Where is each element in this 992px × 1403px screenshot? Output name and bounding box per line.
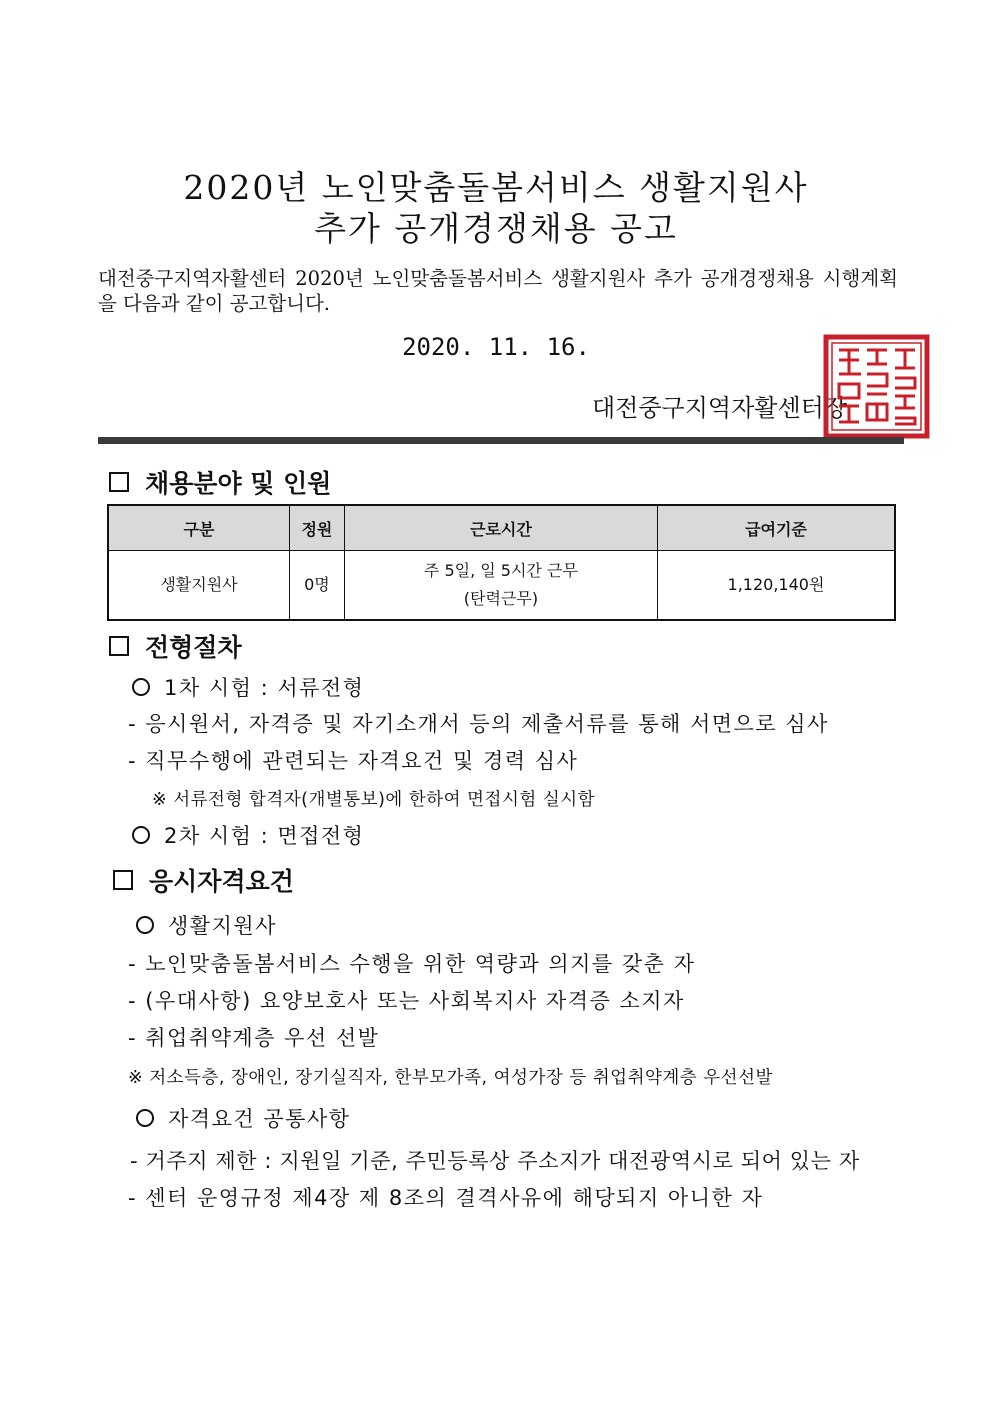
list-item: - 직무수행에 관련되는 자격요건 및 경력 심사 bbox=[128, 749, 579, 773]
list-item: - 응시원서, 자격증 및 자기소개서 등의 제출서류를 통해 서면으로 심사 bbox=[128, 712, 829, 736]
list-item: - (우대사항) 요양보호사 또는 사회복지사 자격증 소지자 bbox=[128, 989, 685, 1013]
list-item: - 취업취약계층 우선 선발 bbox=[128, 1026, 380, 1050]
hours-line1: 주 5일, 일 5시간 근무 bbox=[423, 561, 578, 580]
circle-bullet-icon bbox=[136, 1109, 154, 1127]
intro-paragraph: 대전중구지역자활센터 2020년 노인맞춤돌봄서비스 생활지원사 추가 공개경쟁채용 시행계획을 다음과 같이 공고합니다. bbox=[98, 267, 898, 315]
list-item: - 센터 운영규정 제4장 제 8조의 결격사유에 해당되지 아니한 자 bbox=[128, 1186, 764, 1210]
note-text: ※ 저소득층, 장애인, 장기실직자, 한부모가족, 여성가장 등 취업취약계층 우선선발 bbox=[128, 1068, 773, 1088]
sub2-text: 자격요건 공통사항 bbox=[168, 1107, 351, 1131]
checkbox-square-icon bbox=[109, 472, 129, 492]
checkbox-square-icon bbox=[113, 870, 133, 890]
stage2-item bbox=[132, 820, 364, 850]
section-heading-recruitment bbox=[109, 464, 331, 500]
section-heading-text: 응시자격요건 bbox=[149, 867, 294, 896]
note-text: ※ 서류전형 합격자(개별통보)에 한하여 면접시험 실시함 bbox=[152, 790, 596, 810]
table-header-cell: 정원 bbox=[289, 505, 344, 551]
table-cell-salary: 1,120,140원 bbox=[657, 551, 895, 621]
table-header-cell: 구분 bbox=[108, 505, 289, 551]
hours-line2: (탄력근무) bbox=[463, 589, 539, 608]
section-heading-procedure bbox=[109, 628, 242, 664]
section-heading-text: 전형절차 bbox=[145, 633, 242, 662]
table-header-cell: 급여기준 bbox=[657, 505, 895, 551]
table-cell-category: 생활지원사 bbox=[108, 551, 289, 621]
table-cell-quota: 0명 bbox=[289, 551, 344, 621]
document-title-line1: 2020년 노인맞춤돌봄서비스 생활지원사 bbox=[183, 168, 809, 207]
table-cell-hours bbox=[344, 551, 657, 621]
circle-bullet-icon bbox=[132, 678, 150, 696]
header-divider bbox=[98, 437, 904, 444]
sub-item-role bbox=[136, 910, 277, 940]
checkbox-square-icon bbox=[109, 636, 129, 656]
table-header-cell: 근로시간 bbox=[344, 505, 657, 551]
sub-item-common bbox=[136, 1103, 350, 1133]
announcement-date: 2020. 11. 16. bbox=[402, 333, 590, 361]
list-item: - 노인맞춤돌봄서비스 수행을 위한 역량과 의지를 갖춘 자 bbox=[128, 952, 696, 976]
table-row bbox=[108, 551, 895, 621]
list-item: - 거주지 제한 : 지원일 기준, 주민등록상 주소지가 대전광역시로 되어 있는 자 bbox=[130, 1149, 860, 1173]
section-heading-text: 채용분야 및 인원 bbox=[145, 469, 332, 498]
circle-bullet-icon bbox=[136, 916, 154, 934]
stage1-text: 1차 시험 : 서류전형 bbox=[164, 676, 365, 700]
circle-bullet-icon bbox=[132, 826, 150, 844]
section-heading-qualifications bbox=[113, 862, 294, 898]
official-seal-stamp bbox=[823, 334, 930, 439]
stage2-text: 2차 시험 : 면접전형 bbox=[164, 824, 365, 848]
recruitment-table bbox=[107, 504, 896, 621]
stage1-item bbox=[132, 672, 364, 702]
table-header-row bbox=[108, 505, 895, 551]
signer-name: 대전중구지역자활센터장 bbox=[592, 394, 848, 422]
sub1-text: 생활지원사 bbox=[168, 914, 277, 938]
document-title-line2: 추가 공개경쟁채용 공고 bbox=[314, 209, 678, 248]
